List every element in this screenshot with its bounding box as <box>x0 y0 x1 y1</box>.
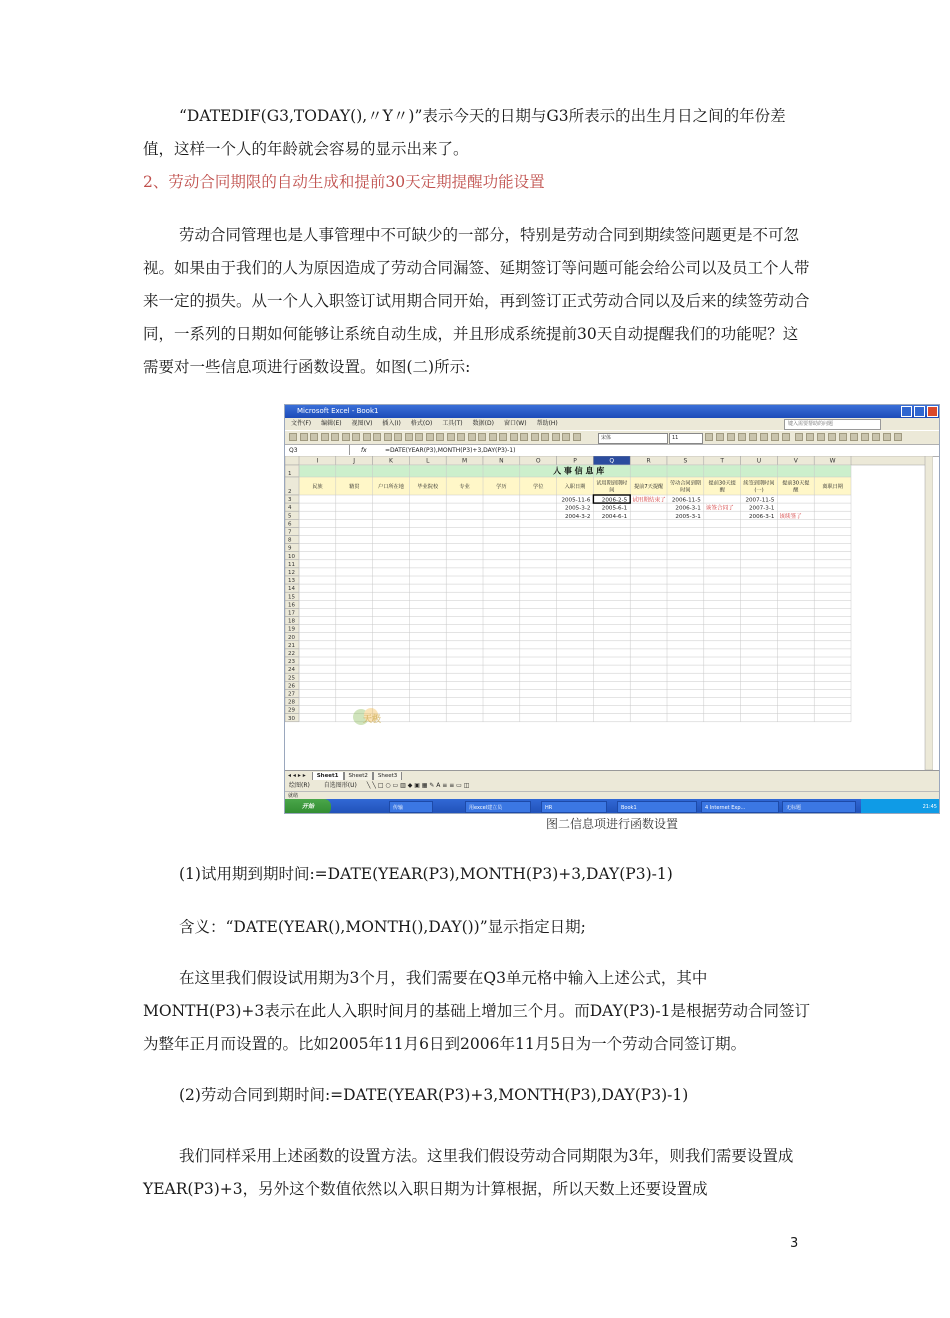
menu-item[interactable]: 插入(I) <box>382 420 401 427</box>
column-header-label: S <box>683 457 688 465</box>
toolbar-button-icon[interactable] <box>531 433 539 441</box>
vertical-scrollbar <box>925 456 933 770</box>
menu-item[interactable]: 数据(D) <box>472 420 494 427</box>
toolbar-button-icon[interactable] <box>541 433 549 441</box>
toolbar-button-icon[interactable] <box>426 433 434 441</box>
row-number: 17 <box>288 610 295 617</box>
row-number: 14 <box>288 586 295 593</box>
row-number: 28 <box>288 699 295 706</box>
column-title: 离职日期 <box>822 484 843 490</box>
row-number: 18 <box>288 618 295 625</box>
toolbar-button-icon[interactable] <box>850 433 858 441</box>
sheet-title: 人 事 信 息 库 <box>553 465 605 476</box>
paragraph-formula-2: (2)劳动合同到期时间:=DATE(YEAR(P3)+3,MONTH(P3),DAY(P3)-1) <box>179 1086 689 1104</box>
paragraph-explain-1: 在这里我们假设试用期为3个月，我们需要在Q3单元格中输入上述公式，其中MONTH(P3)+3表示在此人入职时间月的基础上增加三个月。而DAY(P3)-1是根据劳动合同签订为整年正月而设置的。比如2005年11月6日到2006年11月5日为一个劳动合同签订期。 <box>143 969 810 1053</box>
tab-sheet3[interactable]: Sheet3 <box>373 772 402 781</box>
toolbar-button-icon[interactable] <box>447 433 455 441</box>
taskbar-item[interactable]: 传输 <box>389 801 433 813</box>
column-header-label: O <box>535 457 541 465</box>
row-number: 6 <box>288 521 292 528</box>
toolbar-button-icon[interactable] <box>716 433 724 441</box>
toolbar-button-icon[interactable] <box>468 433 476 441</box>
toolbar-button-icon[interactable] <box>352 433 360 441</box>
menu-item[interactable]: 视图(V) <box>351 420 373 427</box>
reminder-cell-text: 试用期结束了 <box>632 497 666 504</box>
toolbar-button-icon[interactable] <box>771 433 779 441</box>
toolbar-button-icon[interactable] <box>321 433 329 441</box>
column-header-label: T <box>720 457 725 465</box>
paragraph-contract-intro: 劳动合同管理也是人事管理中不可缺少的一部分，特别是劳动合同到期续签问题更是不可忽视。如果由于我们的人为原因造成了劳动合同漏签、延期签订等问题可能会给公司以及员工个人带来一定的损失。从一个人入职签订试用期合同开始，再到签订正式劳动合同以及后来的续签劳动合同，一系列的日期如何能够让系统自动生成，并且形成系统提前30天自动提醒我们的功能呢？这需要对一些信息项进行函数设置。如图(二)所示: <box>143 226 810 376</box>
toolbar-button-icon[interactable] <box>727 433 735 441</box>
section-heading-2: 2、劳动合同期限的自动生成和提前30天定期提醒功能设置 <box>143 173 545 191</box>
taskbar-item[interactable]: 无标题 <box>782 801 856 813</box>
column-title: 籍贯 <box>349 484 360 490</box>
toolbar-button-icon[interactable] <box>394 433 402 441</box>
row-number: 15 <box>288 594 295 601</box>
fx-icon[interactable]: fx <box>361 447 367 454</box>
date-cell-text: 2007-11-5 <box>745 497 775 504</box>
menu-bar <box>285 418 939 430</box>
toolbar-button-icon[interactable] <box>289 433 297 441</box>
column-title: 提前30天提醒 <box>782 480 810 494</box>
date-cell-text: 2004-3-2 <box>565 513 591 520</box>
row-number: 21 <box>288 642 295 649</box>
menu-item[interactable]: 编辑(E) <box>321 420 342 427</box>
toolbar-button-icon[interactable] <box>489 433 497 441</box>
column-header-label: W <box>829 457 836 465</box>
paragraph-meaning: 含义：“DATE(YEAR(),MONTH(),DAY())”显示指定日期; <box>179 918 586 936</box>
row-number: 20 <box>288 634 295 641</box>
toolbar-button-icon[interactable] <box>363 433 371 441</box>
menu-item[interactable]: 格式(O) <box>410 420 433 427</box>
tab-sheet1[interactable]: Sheet1 <box>312 772 344 781</box>
column-title: 专业 <box>459 484 470 490</box>
toolbar-button-icon[interactable] <box>436 433 444 441</box>
toolbar-button-icon[interactable] <box>806 433 814 441</box>
draw-menu-button[interactable]: 绘图(R) <box>289 782 310 789</box>
date-cell-text: 2006-3-1 <box>749 513 775 520</box>
help-search-input[interactable]: 键入需要帮助的问题 <box>784 419 881 430</box>
date-cell-text: 2006-11-5 <box>671 497 701 504</box>
tab-sheet2[interactable]: Sheet2 <box>344 772 373 781</box>
toolbar-button-icon[interactable] <box>373 433 381 441</box>
toolbar-button-icon[interactable] <box>415 433 423 441</box>
date-cell-text: 2005-3-2 <box>565 505 591 512</box>
paragraph-formula-1: (1)试用期到期时间:=DATE(YEAR(P3),MONTH(P3)+3,DAY(P3)-1) <box>179 865 673 883</box>
watermark-text: 天极 <box>363 715 382 725</box>
column-title: 学位 <box>533 484 544 490</box>
maximize-icon[interactable] <box>914 406 925 417</box>
column-header-label: Q <box>609 457 615 465</box>
toolbar-button-icon[interactable] <box>552 433 560 441</box>
autoshape-button[interactable]: 自选图形(U) <box>323 782 357 789</box>
row-number: 1 <box>288 471 292 477</box>
toolbar-button-icon[interactable] <box>342 433 350 441</box>
toolbar-button-icon[interactable] <box>300 433 308 441</box>
formatting-toolbar <box>285 430 939 444</box>
status-bar: 就绪 <box>285 791 940 799</box>
row-number: 13 <box>288 578 295 585</box>
toolbar-button-icon[interactable] <box>310 433 318 441</box>
taskbar-item[interactable]: 4 Internet Exp... <box>701 801 779 813</box>
column-header-label: M <box>462 457 468 465</box>
row-number: 3 <box>288 497 292 504</box>
window-title: Microsoft Excel - Book1 <box>297 407 379 415</box>
toolbar-button-icon[interactable] <box>573 433 581 441</box>
row-number: 26 <box>288 683 295 690</box>
toolbar-button-icon[interactable] <box>760 433 768 441</box>
row-number: 23 <box>288 659 295 666</box>
row-number: 27 <box>288 691 295 698</box>
windows-taskbar <box>285 799 940 814</box>
toolbar-button-icon[interactable] <box>705 433 713 441</box>
reminder-cell-text: 该签合同了 <box>705 505 734 512</box>
row-number: 10 <box>288 553 295 560</box>
menu-item[interactable]: 窗口(W) <box>503 420 527 427</box>
reminder-cell-text: 该续签了 <box>779 513 802 520</box>
toolbar-button-icon[interactable] <box>738 433 746 441</box>
row-number: 8 <box>288 537 292 544</box>
column-title: 学历 <box>496 484 507 490</box>
toolbar-button-icon[interactable] <box>795 433 803 441</box>
excel-title-bar <box>285 405 939 418</box>
toolbar-button-icon[interactable] <box>782 433 790 441</box>
row-number: 30 <box>288 715 295 722</box>
excel-screenshot-figure <box>284 404 940 814</box>
page-number: 3 <box>790 1236 799 1251</box>
row-number: 4 <box>288 505 292 512</box>
row-number: 19 <box>288 626 295 633</box>
column-title: 户口所在地 <box>378 484 404 490</box>
row-number: 2 <box>288 489 292 495</box>
toolbar-button-icon[interactable] <box>405 433 413 441</box>
row-number: 25 <box>288 675 295 682</box>
column-header-label: P <box>573 457 577 465</box>
system-tray-clock: 21:45 <box>861 799 940 814</box>
date-cell-text: 2005-6-1 <box>601 505 628 512</box>
column-header-label: I <box>316 457 319 465</box>
row-number: 5 <box>288 513 292 520</box>
menu-item[interactable]: 文件(F) <box>291 420 312 427</box>
toolbar-button-icon[interactable] <box>457 433 465 441</box>
date-cell-text: 2006-2-5 <box>601 497 628 504</box>
minimize-icon[interactable] <box>901 406 912 417</box>
toolbar-button-icon[interactable] <box>520 433 528 441</box>
column-header-label: U <box>756 457 762 465</box>
name-box[interactable]: Q3 <box>285 445 350 455</box>
column-title: 续签到期时间(一) <box>743 480 775 494</box>
toolbar-button-icon[interactable] <box>384 433 392 441</box>
taskbar-item[interactable]: Book1 <box>617 801 697 813</box>
taskbar-item[interactable]: 用excel建立员 <box>465 801 531 813</box>
formula-input[interactable]: =DATE(YEAR(P3),MONTH(P3)+3,DAY(P3)-1) <box>385 447 516 454</box>
menu-items <box>291 420 568 427</box>
column-header-label: J <box>353 457 356 465</box>
font-size-select[interactable]: 11 <box>669 433 703 444</box>
date-cell-text: 2006-3-1 <box>675 505 701 512</box>
toolbar-button-icon[interactable] <box>883 433 891 441</box>
toolbar-button-icon[interactable] <box>331 433 339 441</box>
row-number: 22 <box>288 651 295 657</box>
paragraph-explain-2: 我们同样采用上述函数的设置方法。这里我们假设劳动合同期限为3年，则我们需要设置成YEAR(P3)+3，另外这个数值依然以入职日期为计算根据，所以天数上还要设置成 <box>143 1147 794 1198</box>
date-cell-text: 2005-11-6 <box>561 497 591 504</box>
date-cell-text: 2005-3-1 <box>675 513 701 520</box>
row-number: 11 <box>288 561 295 568</box>
draw-tools-icon[interactable]: ╲ ╲ □ ○ ▭ ▥ ◆ ▣ ▦ ✎ A ≡ ≡ ▭ ◫ <box>366 782 470 789</box>
column-header-label: N <box>499 457 504 465</box>
figure-caption: 图二信息项进行函数设置 <box>545 817 678 831</box>
column-header-label: R <box>646 457 651 465</box>
toolbar-button-icon[interactable] <box>839 433 847 441</box>
toolbar-button-icon[interactable] <box>510 433 518 441</box>
menu-item[interactable]: 工具(T) <box>442 420 463 427</box>
close-icon[interactable] <box>927 406 938 417</box>
toolbar-button-icon[interactable] <box>894 433 902 441</box>
font-name-select[interactable]: 宋体 <box>598 433 668 444</box>
row-number: 7 <box>288 529 292 536</box>
row-number: 29 <box>288 707 295 714</box>
column-header-label: L <box>426 457 430 465</box>
column-title: 提前30天提醒 <box>708 480 736 494</box>
toolbar-button-icon[interactable] <box>478 433 486 441</box>
column-title: 试用期到期时间 <box>596 480 628 494</box>
column-title: 劳动合同到期时间 <box>669 480 701 494</box>
drawing-toolbar <box>285 780 940 791</box>
toolbar-button-icon[interactable] <box>828 433 836 441</box>
column-header-label: K <box>389 457 393 465</box>
row-number: 24 <box>288 667 295 674</box>
toolbar-button-icon[interactable] <box>499 433 507 441</box>
tab-scroll-arrows-icon[interactable]: ◂ ◂ ▸ ▸ <box>288 772 306 779</box>
date-cell-text: 2004-6-1 <box>601 513 628 520</box>
menu-item[interactable]: 帮助(H) <box>536 420 558 427</box>
toolbar-button-icon[interactable] <box>872 433 880 441</box>
toolbar-button-icon[interactable] <box>749 433 757 441</box>
taskbar-item[interactable]: HR <box>541 801 607 813</box>
start-button[interactable]: 开始 <box>285 799 331 814</box>
column-title: 民族 <box>312 484 323 490</box>
row-number: 9 <box>288 545 292 552</box>
toolbar-button-icon[interactable] <box>861 433 869 441</box>
paragraph-datedif: “DATEDIF(G3,TODAY(),〃Y〃)”表示今天的日期与G3所表示的出生月日之间的年份差值，这样一个人的年龄就会容易的显示出来了。 <box>143 107 786 158</box>
row-number: 12 <box>288 570 295 576</box>
toolbar-button-icon[interactable] <box>817 433 825 441</box>
column-title: 毕业院校 <box>417 484 439 490</box>
date-cell-text: 2007-3-1 <box>749 505 775 512</box>
row-number: 16 <box>288 602 295 609</box>
column-title: 入职日期 <box>564 484 586 490</box>
column-header-label: V <box>793 457 798 465</box>
column-title: 提前7天提醒 <box>633 484 664 490</box>
toolbar-button-icon[interactable] <box>562 433 570 441</box>
